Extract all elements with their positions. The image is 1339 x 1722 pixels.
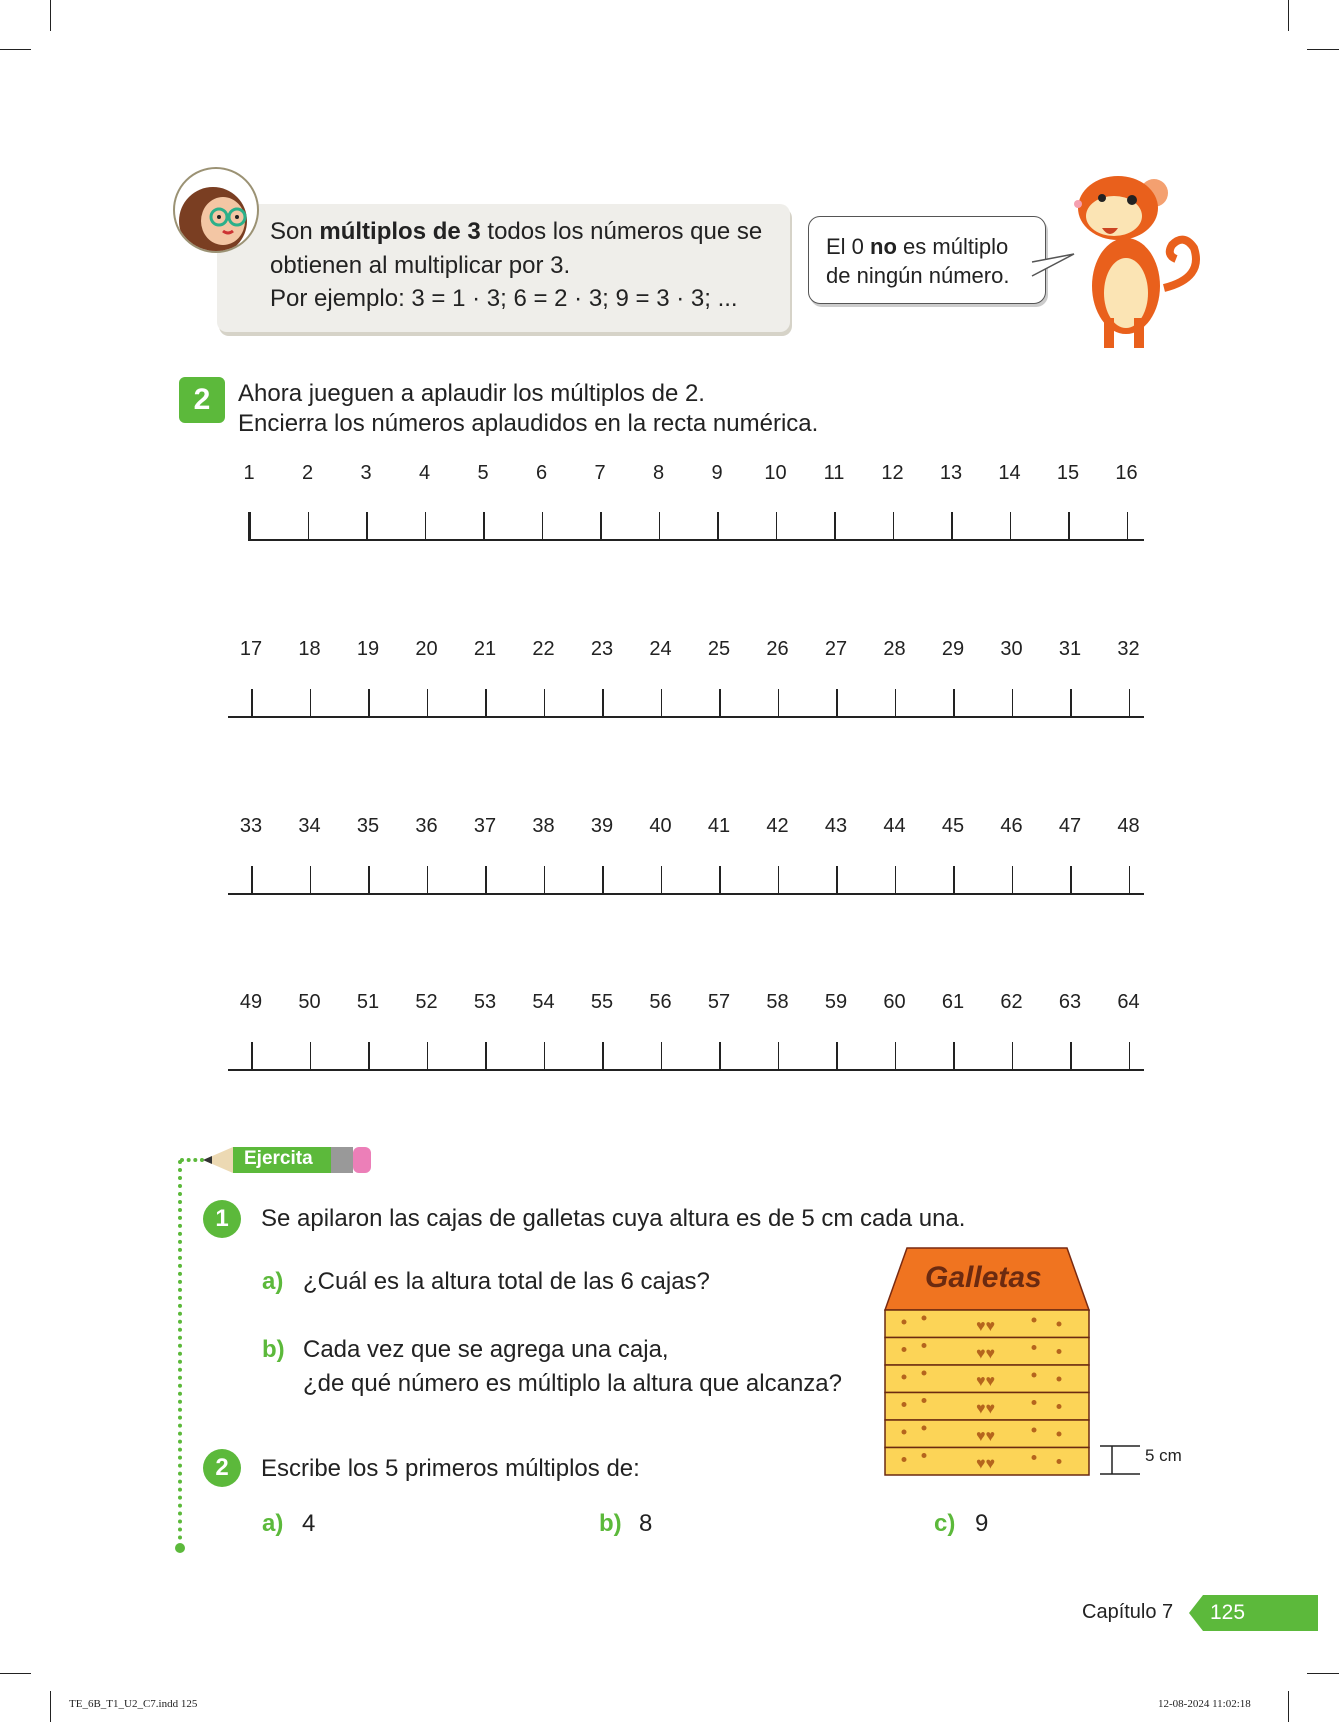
number-tick (1012, 866, 1014, 894)
number-tick (427, 866, 429, 894)
number-tick (251, 689, 253, 717)
number-tick (953, 1042, 955, 1070)
number-label[interactable]: 31 (1058, 638, 1082, 660)
number-tick (1129, 1042, 1131, 1070)
number-label[interactable]: 47 (1058, 815, 1082, 837)
crop-mark (1307, 49, 1339, 50)
number-label[interactable]: 13 (939, 462, 963, 484)
activity-number-badge: 2 (179, 377, 225, 423)
dotted-guide-top (180, 1158, 204, 1162)
exercise-2a-value: 4 (302, 1510, 316, 1537)
dot-pattern (902, 1457, 907, 1462)
number-label[interactable]: 14 (998, 462, 1021, 484)
exercise-2b-label: b) (599, 1510, 622, 1537)
number-label[interactable]: 30 (1000, 638, 1023, 660)
number-label[interactable]: 54 (532, 991, 555, 1013)
number-label[interactable]: 49 (239, 991, 263, 1013)
text: El 0 (826, 234, 871, 259)
bubble-line-1 (826, 236, 1008, 258)
exercise-1b-label: b) (262, 1336, 285, 1363)
number-label[interactable]: 42 (766, 815, 789, 837)
crop-mark (50, 0, 51, 31)
number-tick (895, 1042, 897, 1070)
number-label[interactable]: 4 (418, 462, 431, 484)
page-number-tab (1189, 1595, 1318, 1631)
number-tick (836, 866, 838, 894)
number-tick (427, 1042, 429, 1070)
slug-date: 12-08-2024 11:02:18 (1158, 1698, 1251, 1710)
number-tick (1070, 689, 1072, 717)
activity-instruction-1: Ahora jueguen a aplaudir los múltiplos de 2. (238, 380, 705, 407)
number-tick (308, 512, 310, 540)
number-tick (836, 1042, 838, 1070)
number-tick (776, 512, 778, 540)
monkey-illustration (1054, 168, 1204, 354)
chapter-label: Capítulo 7 (1082, 1601, 1174, 1623)
number-tick (310, 866, 312, 894)
number-label[interactable]: 32 (1117, 638, 1140, 660)
number-label[interactable]: 25 (707, 638, 731, 660)
number-label[interactable]: 36 (415, 815, 438, 837)
heart-pattern: ♥♥ (976, 1455, 995, 1473)
exercise-2c-value: 9 (975, 1510, 989, 1537)
dot-pattern (902, 1375, 907, 1380)
number-label[interactable]: 64 (1117, 991, 1140, 1013)
number-tick (310, 1042, 312, 1070)
number-label[interactable]: 33 (239, 815, 263, 837)
number-label[interactable]: 10 (764, 462, 787, 484)
dot-pattern (1032, 1318, 1037, 1323)
bold-term: múltiplos de 3 (319, 218, 481, 245)
info-line-1 (270, 220, 762, 244)
number-label[interactable]: 50 (298, 991, 321, 1013)
number-tick (544, 866, 546, 894)
exercise-2-number: 2 (203, 1449, 241, 1487)
number-tick (366, 512, 368, 540)
page-number: 125 (1210, 1601, 1246, 1624)
number-tick (1070, 1042, 1072, 1070)
crop-mark (0, 49, 31, 50)
info-line-2: obtienen al multiplicar por 3. (270, 252, 571, 279)
dot-pattern (1032, 1373, 1037, 1378)
number-label[interactable]: 45 (941, 815, 965, 837)
crop-mark (50, 1691, 51, 1722)
dot-pattern (1032, 1455, 1037, 1460)
dot-pattern (1057, 1404, 1062, 1409)
number-label[interactable]: 44 (883, 815, 906, 837)
number-tick (544, 689, 546, 717)
exercise-1b-line-2: ¿de qué número es múltiplo la altura que alcanza? (303, 1370, 842, 1397)
speech-bubble (808, 216, 1046, 304)
dot-pattern (1057, 1349, 1062, 1354)
dot-pattern (902, 1402, 907, 1407)
height-measure: 5 cm (1145, 1446, 1182, 1465)
crop-mark (1307, 1673, 1339, 1674)
number-tick (600, 512, 602, 540)
number-tick (834, 512, 836, 540)
number-tick (1012, 1042, 1014, 1070)
number-tick (661, 689, 663, 717)
exercise-1-number: 1 (203, 1200, 241, 1238)
number-tick (1012, 689, 1014, 717)
number-label[interactable]: 58 (766, 991, 789, 1013)
dot-pattern (922, 1371, 927, 1376)
number-label[interactable]: 52 (415, 991, 438, 1013)
number-tick (310, 689, 312, 717)
number-tick (659, 512, 661, 540)
exercise-1a-text: ¿Cuál es la altura total de las 6 cajas? (303, 1268, 710, 1295)
number-tick (895, 866, 897, 894)
exercise-2b-value: 8 (639, 1510, 653, 1537)
number-tick (1129, 689, 1131, 717)
teacher-avatar (173, 167, 259, 253)
number-tick (483, 512, 485, 540)
number-tick (895, 689, 897, 717)
number-tick (1010, 512, 1012, 540)
dot-pattern (1032, 1345, 1037, 1350)
number-tick (602, 689, 604, 717)
dot-pattern (922, 1398, 927, 1403)
number-tick (368, 866, 370, 894)
heart-pattern: ♥♥ (976, 1373, 995, 1390)
number-label[interactable]: 60 (883, 991, 906, 1013)
crop-mark (1288, 1691, 1289, 1722)
number-tick (778, 689, 780, 717)
number-tick (1129, 866, 1131, 894)
dot-pattern (1057, 1377, 1062, 1382)
dot-pattern (902, 1430, 907, 1435)
number-label[interactable]: 1 (243, 462, 255, 484)
number-tick (893, 512, 895, 540)
dot-pattern (1057, 1432, 1062, 1437)
exercise-1a-label: a) (262, 1268, 284, 1295)
number-label[interactable]: 17 (239, 638, 263, 660)
number-tick (1068, 512, 1070, 540)
number-label[interactable]: 5 (477, 462, 489, 484)
number-tick (1127, 512, 1129, 540)
text: todos los números que se (480, 218, 763, 245)
number-label[interactable]: 51 (356, 991, 380, 1013)
number-label[interactable]: 48 (1117, 815, 1140, 837)
number-line (228, 893, 1144, 895)
number-label[interactable]: 38 (532, 815, 555, 837)
number-label[interactable]: 26 (766, 638, 789, 660)
dot-pattern (1032, 1428, 1037, 1433)
number-label[interactable]: 37 (473, 815, 497, 837)
number-line (228, 716, 1144, 718)
number-tick (544, 1042, 546, 1070)
number-label[interactable]: 62 (1000, 991, 1023, 1013)
number-tick (602, 866, 604, 894)
number-label[interactable]: 24 (649, 638, 672, 660)
heart-pattern: ♥♥ (976, 1345, 995, 1363)
number-tick (425, 512, 427, 540)
dot-pattern (922, 1453, 927, 1458)
number-label[interactable]: 56 (649, 991, 672, 1013)
heart-pattern: ♥♥ (976, 1318, 995, 1335)
number-tick (953, 689, 955, 717)
number-tick (719, 689, 721, 717)
number-tick (717, 512, 719, 540)
number-label[interactable]: 23 (590, 638, 614, 660)
number-tick (485, 1042, 487, 1070)
exercise-2a-label: a) (262, 1510, 284, 1537)
number-label[interactable]: 2 (301, 462, 314, 484)
number-tick (778, 866, 780, 894)
number-tick (661, 1042, 663, 1070)
number-label[interactable]: 16 (1115, 462, 1138, 484)
number-tick (602, 1042, 604, 1070)
number-label[interactable]: 35 (356, 815, 380, 837)
crop-mark (1288, 0, 1289, 31)
number-label[interactable]: 55 (590, 991, 614, 1013)
number-label[interactable]: 28 (883, 638, 906, 660)
number-label[interactable]: 63 (1058, 991, 1082, 1013)
dot-pattern (922, 1426, 927, 1431)
number-tick (251, 866, 253, 894)
text: es múltiplo (896, 234, 1009, 259)
number-label[interactable]: 7 (594, 462, 606, 484)
number-label[interactable]: 46 (1000, 815, 1023, 837)
number-label[interactable]: 15 (1056, 462, 1080, 484)
number-tick (427, 689, 429, 717)
number-tick (1070, 866, 1072, 894)
number-label[interactable]: 9 (711, 462, 723, 484)
activity-instruction-2: Encierra los números aplaudidos en la recta numérica. (238, 410, 819, 437)
number-label[interactable]: 19 (356, 638, 380, 660)
number-line (228, 1069, 1144, 1071)
dotted-guide (178, 1160, 182, 1548)
number-label[interactable]: 57 (707, 991, 731, 1013)
number-label[interactable]: 34 (298, 815, 321, 837)
number-tick (485, 866, 487, 894)
number-label[interactable]: 8 (652, 462, 665, 484)
text: Son (270, 218, 320, 245)
exercise-2c-label: c) (934, 1510, 956, 1537)
number-tick (542, 512, 544, 540)
crop-mark (0, 1673, 31, 1674)
number-tick (248, 512, 251, 540)
number-label[interactable]: 41 (707, 815, 731, 837)
slug-file: TE_6B_T1_U2_C7.indd 125 (69, 1698, 198, 1710)
number-label[interactable]: 12 (881, 462, 904, 484)
number-tick (251, 1042, 253, 1070)
number-tick (953, 866, 955, 894)
number-tick (778, 1042, 780, 1070)
number-label[interactable]: 11 (823, 462, 845, 484)
number-label[interactable]: 29 (941, 638, 965, 660)
number-label[interactable]: 22 (532, 638, 555, 660)
number-tick (368, 689, 370, 717)
bold-term: no (870, 234, 897, 259)
number-label[interactable]: 39 (590, 815, 614, 837)
height-marker (1098, 1444, 1142, 1476)
ejercita-label: Ejercita (244, 1148, 313, 1169)
number-label[interactable]: 43 (824, 815, 848, 837)
info-line-3: Por ejemplo: 3 = 1 · 3; 6 = 2 · 3; 9 = 3 · 3; ... (270, 285, 738, 312)
dotted-guide-end (175, 1543, 185, 1553)
number-tick (661, 866, 663, 894)
number-tick (485, 689, 487, 717)
bubble-line-2: de ningún número. (826, 263, 1010, 288)
exercise-2-text: Escribe los 5 primeros múltiplos de: (261, 1455, 640, 1482)
number-label[interactable]: 61 (941, 991, 965, 1013)
dot-pattern (902, 1320, 907, 1325)
number-label[interactable]: 59 (824, 991, 848, 1013)
dot-pattern (922, 1316, 927, 1321)
number-label[interactable]: 3 (360, 462, 372, 484)
number-tick (719, 1042, 721, 1070)
dot-pattern (922, 1343, 927, 1348)
number-tick (719, 866, 721, 894)
number-label[interactable]: 27 (824, 638, 848, 660)
number-label[interactable]: 21 (473, 638, 497, 660)
dot-pattern (1057, 1322, 1062, 1327)
number-tick (368, 1042, 370, 1070)
cookie-brand: Galletas (925, 1261, 1042, 1294)
number-label[interactable]: 20 (415, 638, 438, 660)
dot-pattern (1057, 1459, 1062, 1464)
exercise-1b-line-1: Cada vez que se agrega una caja, (303, 1336, 669, 1363)
heart-pattern: ♥♥ (976, 1428, 995, 1445)
exercise-1-text: Se apilaron las cajas de galletas cuya altura es de 5 cm cada una. (261, 1205, 966, 1232)
number-label[interactable]: 40 (649, 815, 672, 837)
number-tick (951, 512, 953, 540)
heart-pattern: ♥♥ (976, 1400, 995, 1418)
number-label[interactable]: 18 (298, 638, 321, 660)
number-tick (836, 689, 838, 717)
dot-pattern (1032, 1400, 1037, 1405)
number-label[interactable]: 53 (473, 991, 497, 1013)
dot-pattern (902, 1347, 907, 1352)
number-label[interactable]: 6 (535, 462, 548, 484)
